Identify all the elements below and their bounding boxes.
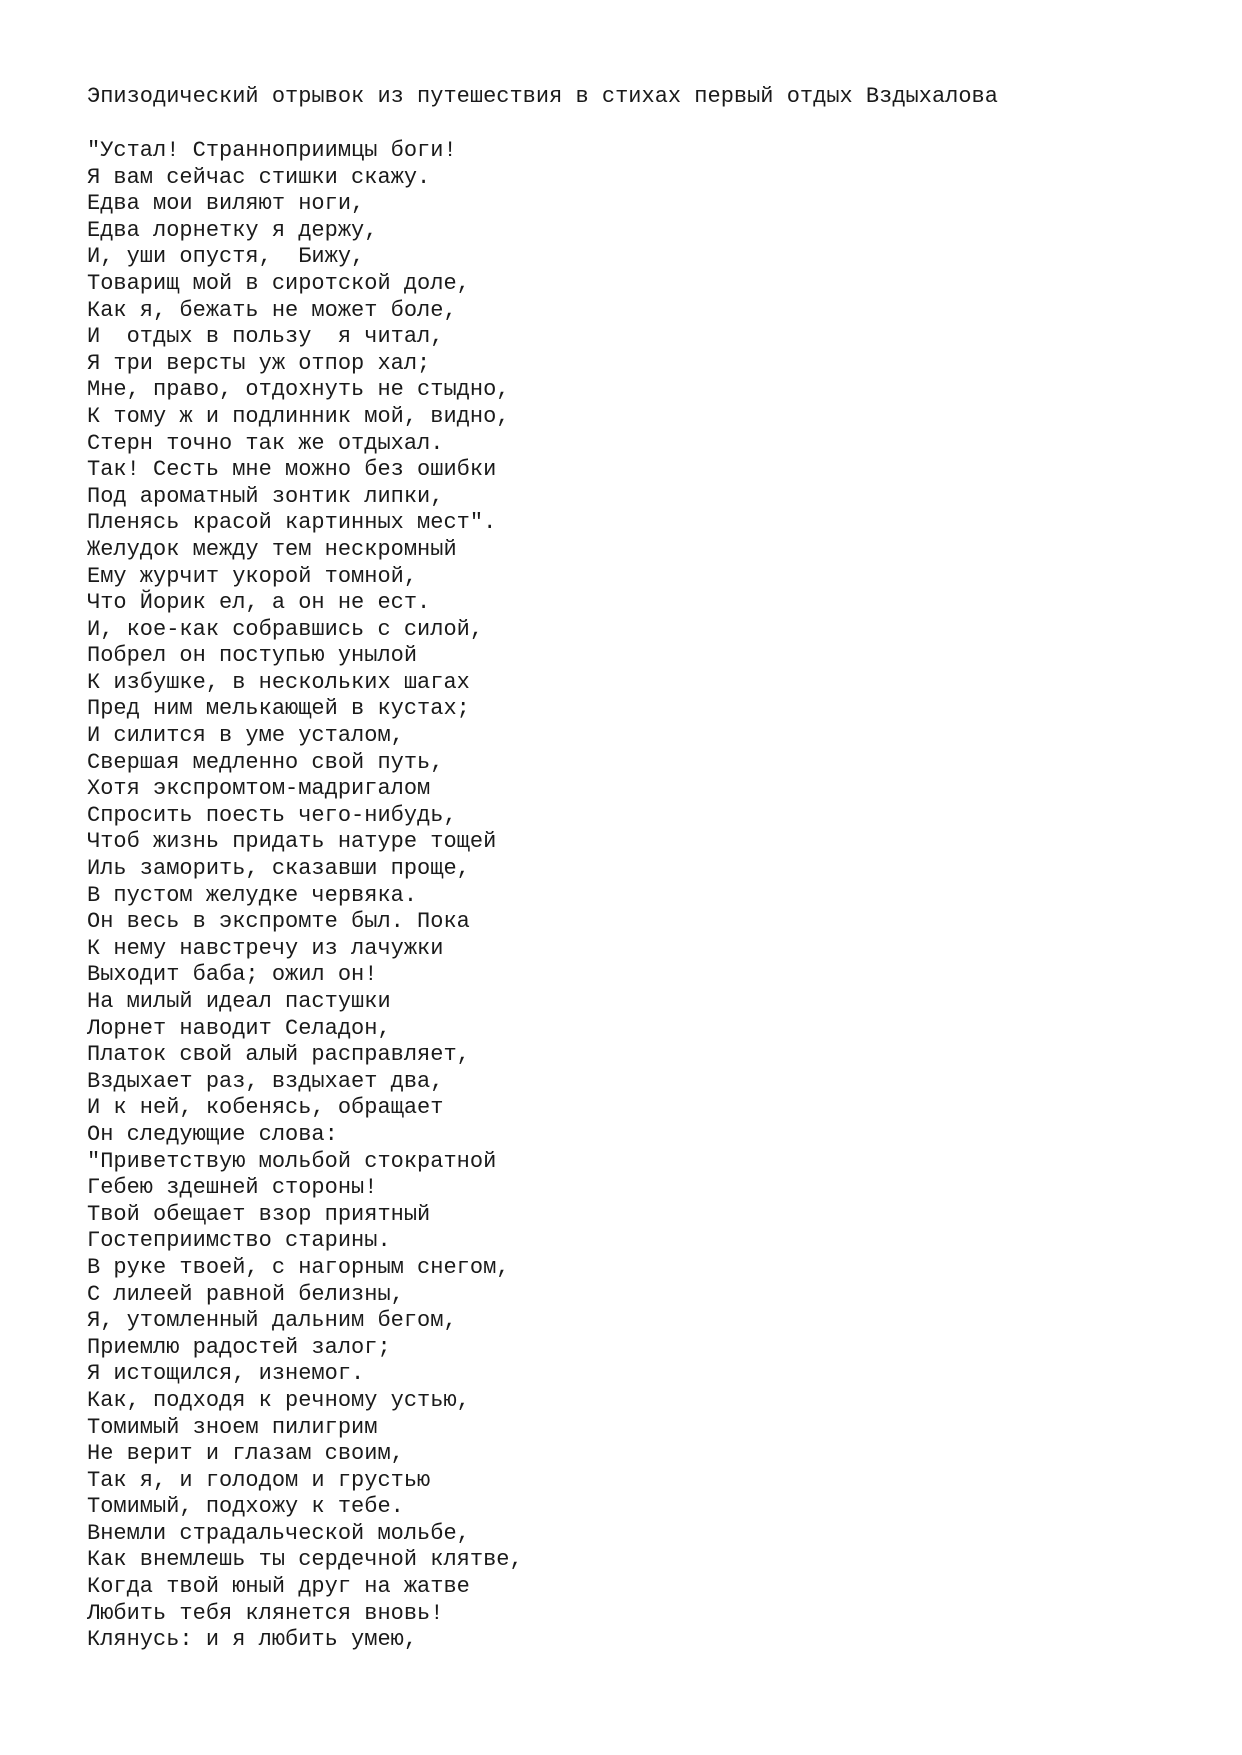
poem-line: Побрел он поступью унылой [87,643,418,669]
poem-line: Что Йорик ел, а он не ест. [87,590,431,616]
poem-line: Когда твой юный друг на жатве [87,1574,470,1600]
poem-line: С лилеей равной белизны, [87,1281,404,1307]
poem-line: Выходит баба; ожил он! [87,962,378,988]
poem-line: Товарищ мой в сиротской доле, [87,270,470,296]
poem-line: Пленясь красой картинных мест". [87,510,497,536]
poem-line: Он следующие слова: [87,1121,338,1147]
poem-line: Едва мои виляют ноги, [87,191,365,217]
poem-line: Как я, бежать не может боле, [87,297,457,323]
poem-line: Мне, право, отдохнуть не стыдно, [87,377,510,403]
poem-line: Не верит и глазам своим, [87,1441,404,1467]
poem-line: На милый идеал пастушки [87,989,391,1014]
poem-line: К избушке, в нескольких шагах [87,669,470,695]
document-title: Эпизодический отрывок из путешествия в стихах первый отдых Вздыхалова [87,84,998,109]
poem-line: Как внемлешь ты сердечной клятве, [87,1547,523,1573]
poem-line: Томимый, подхожу к тебе. [87,1494,404,1520]
poem-line: Гебею здешней стороны! [87,1175,378,1201]
poem-line: Желудок между тем нескромный [87,536,457,562]
poem-line: Спросить поесть чего-нибудь, [87,802,457,828]
poem-line: Хотя экспромтом-мадригалом [87,776,431,802]
poem-line: И, кое-как собравшись с силой, [87,616,484,642]
poem-line: Я три версты уж отпор хал; [87,350,431,376]
poem-line: "Приветствую мольбой стократной [87,1148,497,1174]
poem-line: Лорнет наводит Селадон, [87,1015,391,1041]
poem-line: Платок свой алый расправляет, [87,1042,470,1068]
poem-line: И к ней, кобенясь, обращает [87,1095,444,1121]
poem-line: К тому ж и подлинник мой, видно, [87,403,510,429]
poem-line: Я вам сейчас стишки скажу. [87,164,431,190]
poem-line: Внемли страдальческой мольбе, [87,1520,470,1546]
poem-line: Так! Сесть мне можно без ошибки [87,457,497,483]
poem-line: Под ароматный зонтик липки, [87,483,444,509]
poem-line: Он весь в экспромте был. Пока [87,909,470,935]
poem-line: Гостеприимство старины. [87,1228,391,1254]
poem-line: Томимый зноем пилигрим [87,1414,378,1440]
poem-line: Чтоб жизнь придать натуре тощей [87,829,497,855]
poem-line: Любить тебя клянется вновь! [87,1600,444,1626]
poem-line: Свершая медленно свой путь, [87,749,444,775]
poem-line: "Устал! Странноприимцы боги! [87,138,457,163]
poem-line: Твой обещает взор приятный [87,1201,431,1227]
poem-body [87,138,523,1654]
poem-line: Я истощился, изнемог. [87,1361,365,1387]
poem-line: И, уши опустя, Бижу, [87,244,365,270]
poem-line: Иль заморить, сказавши проще, [87,856,470,882]
poem-line: Приемлю радостей залог; [87,1334,391,1360]
poem-line: К нему навстречу из лачужки [87,935,444,961]
poem-line: Клянусь: и я любить умею, [87,1627,418,1653]
poem-line: Как, подходя к речному устью, [87,1387,470,1413]
poem-line: Едва лорнетку я держу, [87,217,378,243]
poem-line: Вздыхает раз, вздыхает два, [87,1068,444,1094]
poem-line: Пред ним мелькающей в кустах; [87,696,470,722]
poem-line: В пустом желудке червяка. [87,882,418,908]
poem-line: В руке твоей, с нагорным снегом, [87,1254,510,1280]
poem-line: Стерн точно так же отдыхал. [87,430,444,456]
poem-line: Ему журчит укорой томной, [87,563,418,589]
poem-line: Я, утомленный дальним бегом, [87,1308,457,1334]
poem-line: И отдых в пользу я читал, [87,324,444,350]
poem-line: И силится в уме усталом, [87,723,404,749]
poem-line: Так я, и голодом и грустью [87,1467,431,1493]
